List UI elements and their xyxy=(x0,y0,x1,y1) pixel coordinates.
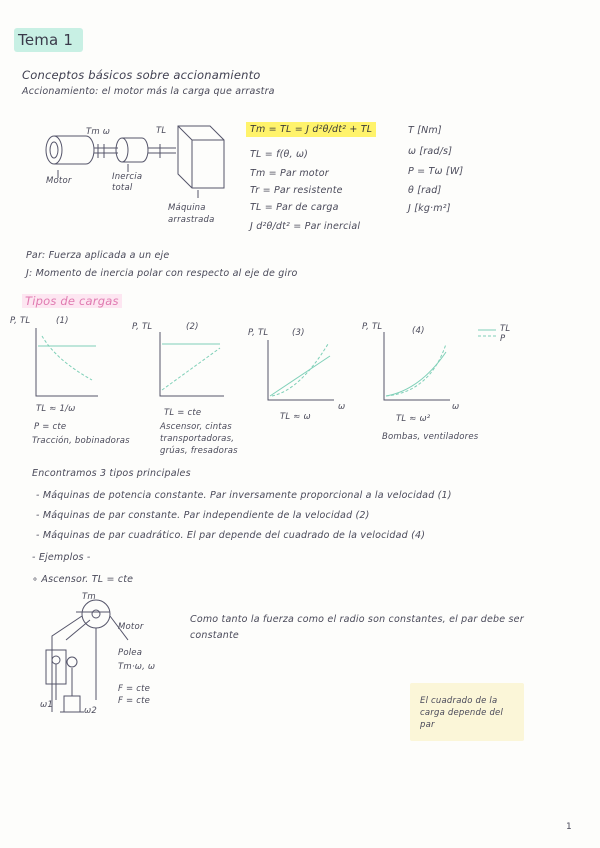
type-1: - Máquinas de potencia constante. Par inversamente proporcional a la velocidad (1) xyxy=(36,490,452,501)
def-j: J: Momento de inercia polar con respecto al eje de giro xyxy=(26,268,298,279)
graph-2-yaxis: P, TL xyxy=(132,322,153,332)
label-machine: Máquina arrastrada xyxy=(168,203,215,225)
label-motor: Motor xyxy=(46,176,72,186)
page-number: 1 xyxy=(566,822,572,832)
graph-2-eq: TL = cte xyxy=(164,408,202,418)
graph-1-eq: TL ≈ 1/ω xyxy=(36,404,76,414)
graph-4-desc1: Bombas, ventiladores xyxy=(382,432,479,442)
graph-4-xaxis: ω xyxy=(452,402,460,412)
graph-2-num: (2) xyxy=(186,322,199,332)
sticky-note-text: El cuadrado de la carga depende del par xyxy=(420,696,504,730)
graph-4-num: (4) xyxy=(412,326,425,336)
unit-speed: ω [rad/s] xyxy=(408,146,453,157)
loads-heading-text: Tipos de cargas xyxy=(22,294,122,308)
label-tm-w: Tm ω xyxy=(86,127,111,137)
graph-1-num: (1) xyxy=(56,316,69,326)
eq-tr: Tr = Par resistente xyxy=(250,185,343,196)
elevator-force2: F = cte xyxy=(118,696,151,706)
graph-1 xyxy=(36,328,98,396)
elevator-torque: Tm·ω, ω xyxy=(118,662,156,672)
unit-power: P = Tω [W] xyxy=(408,166,464,177)
graph-2 xyxy=(160,332,224,396)
eq-tm: Tm = Par motor xyxy=(250,168,329,179)
unit-angle: θ [rad] xyxy=(408,185,442,196)
type-2: - Máquinas de par constante. Par independiente de la velocidad (2) xyxy=(36,510,370,521)
section-heading: Conceptos básicos sobre accionamiento xyxy=(22,68,261,82)
main-equation xyxy=(246,124,376,135)
main-equation-text: Tm = TL = J d²θ/dt² + TL xyxy=(246,122,376,137)
graph-2-desc1: Ascensor, cintas xyxy=(160,422,232,432)
graph-4-yaxis: P, TL xyxy=(362,322,383,332)
graph-3 xyxy=(268,340,334,400)
graph-1-desc1: P = cte xyxy=(34,422,67,432)
elevator-force1: F = cte xyxy=(118,684,151,694)
eq-tl: TL = f(θ, ω) xyxy=(250,149,309,160)
unit-torque: T [Nm] xyxy=(408,125,442,136)
loads-heading xyxy=(22,294,122,308)
legend-tl: TL xyxy=(500,324,511,334)
graph-4-eq: TL ≈ ω² xyxy=(396,414,431,424)
type-3: - Máquinas de par cuadrático. El par depende del cuadrado de la velocidad (4) xyxy=(36,530,426,541)
graph-1-yaxis: P, TL xyxy=(10,316,31,326)
examples-label: - Ejemplos - xyxy=(32,552,91,563)
sticky-note xyxy=(410,683,524,741)
def-par: Par: Fuerza aplicada a un eje xyxy=(26,250,170,261)
graph-2-desc2: transportadoras, xyxy=(160,434,235,444)
label-inertia: Inercia total xyxy=(112,172,143,193)
intro-text: Accionamiento: el motor más la carga que arrastra xyxy=(22,86,275,97)
unit-inertia: J [kg·m²] xyxy=(408,203,451,214)
elevator-note: Como tanto la fuerza como el radio son constantes, el par debe ser constante xyxy=(190,614,524,641)
graph-3-eq: TL ≈ ω xyxy=(280,412,311,422)
graph-1-desc2: Tracción, bobinadoras xyxy=(32,436,130,446)
eq-tl-def: TL = Par de carga xyxy=(250,202,339,213)
graph-3-yaxis: P, TL xyxy=(248,328,269,338)
elevator-motor: Motor xyxy=(118,622,144,632)
legend-p: P xyxy=(500,334,506,344)
example-1: ∘ Ascensor. TL = cte xyxy=(32,574,134,585)
graph-2-desc3: grúas, fresadoras xyxy=(160,446,238,456)
graph-3-xaxis: ω xyxy=(338,402,346,412)
label-tl: TL xyxy=(156,126,167,136)
types-intro: Encontramos 3 tipos principales xyxy=(32,468,191,479)
elevator-drawing xyxy=(46,600,128,712)
graph-3-num: (3) xyxy=(292,328,305,338)
elevator-polea: Polea xyxy=(118,648,143,658)
elevator-w1: ω1 xyxy=(40,700,53,710)
graph-4 xyxy=(384,332,450,400)
graph-legend xyxy=(478,330,496,336)
elevator-pulley: Tm xyxy=(82,592,96,602)
eq-j: J d²θ/dt² = Par inercial xyxy=(250,221,361,232)
page-title: Tema 1 xyxy=(14,28,83,52)
elevator-w2: ω2 xyxy=(84,706,97,716)
